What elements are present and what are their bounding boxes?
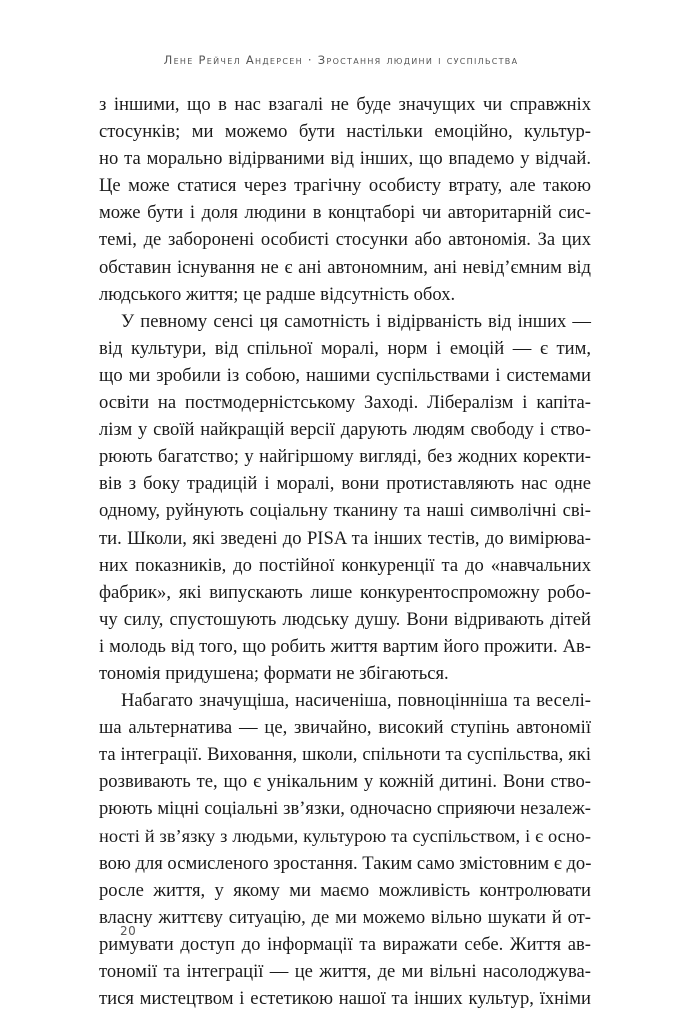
text-line: ти. Школи, які зведені до PISA та інших тестів, до вимірюва- — [99, 527, 591, 549]
text-line: одному, руйнують соціальну тканину та наші символічні сві- — [99, 500, 591, 522]
text-line: обставин існування не є ані автономним, ані невід’ємним від — [99, 256, 591, 278]
text-line: У певному сенсі ця самотність і відірваність від інших — — [121, 310, 591, 332]
text-line: власну життєву ситуацію, де ми можемо вільно шукати й от- — [99, 906, 591, 928]
running-header: Лене Рейчел Андерсен · Зростання людини і суспільства — [163, 53, 519, 67]
text-line: но та морально відірваними від інших, що впадемо у відчай. — [99, 148, 591, 170]
text-line: вів з боку традицій і моралі, вони протиставляють нас одне — [99, 473, 591, 495]
text-line: рюють міцні соціальні зв’язки, одночасно сприяючи незалеж- — [99, 798, 591, 820]
text-line: тономії та інтеграції — це життя, де ми вільні насолоджува- — [99, 961, 591, 982]
text-line: ша альтернатива — це, звичайно, високий ступінь автономії — [99, 717, 591, 739]
text-line: освіти на постмодерністському Заході. Лібералізм і капіта- — [99, 392, 591, 414]
text-line: росле життя, у якому ми маємо можливість контролювати — [99, 879, 591, 901]
text-line: що ми зробили із собою, нашими суспільствами і системами — [99, 364, 591, 386]
text-line: стосунків; ми можемо бути настільки емоційно, культур- — [99, 121, 591, 143]
text-line: і молодь від того, що робить життя вартим його прожити. Ав- — [99, 635, 591, 657]
text-line: тися мистецтвом і естетикою нашої та інших культур, їхніми — [99, 988, 591, 1010]
text-line: тономія придушена; формати не збігаються. — [99, 662, 449, 684]
text-line: них показників, до постійної конкуренції та до «навчальних — [99, 554, 591, 576]
text-line: з іншими, що в нас взагалі не буде значущих чи справжніх — [99, 94, 591, 115]
text-line: розвивають те, що є унікальним у кожній дитині. Вони ство- — [99, 771, 591, 793]
text-line: рюють багатство; у найгіршому вигляді, без жодних коректи- — [99, 446, 591, 468]
text-line: лізм у своїй найкращій версії дарують людям свободу і ство- — [99, 419, 591, 441]
text-line: може бути і доля людини в концтаборі чи авторитарній сис- — [99, 202, 591, 224]
text-line: римувати доступ до інформації та виражати себе. Життя ав- — [99, 933, 591, 955]
body-text — [99, 91, 591, 1012]
text-line: та інтеграції. Виховання, школи, спільноти та суспільства, які — [99, 744, 591, 766]
text-line: темі, де заборонені особисті стосунки або автономія. За цих — [99, 229, 591, 251]
text-line: Це може статися через трагічну особисту втрату, але такою — [99, 175, 591, 197]
text-line: фабрик», які випускають лише конкурентоспроможну робо- — [99, 581, 591, 603]
text-line: ності й зв’язку з людьми, культурою та суспільством, і є осно- — [99, 825, 591, 846]
text-line: від культури, від спільної моралі, норм і емоцій — є тим, — [99, 337, 591, 359]
text-line: чу силу, спустошують людську душу. Вони відривають дітей — [99, 608, 591, 630]
text-line: людського життя; це радше відсутність обох. — [99, 283, 456, 305]
text-line: Набагато значущіша, насиченіша, повноцінніша та веселі- — [121, 690, 591, 712]
text-line: вою для осмисленого зростання. Таким само змістовним є до- — [99, 852, 592, 874]
page-number: 20 — [120, 924, 137, 938]
